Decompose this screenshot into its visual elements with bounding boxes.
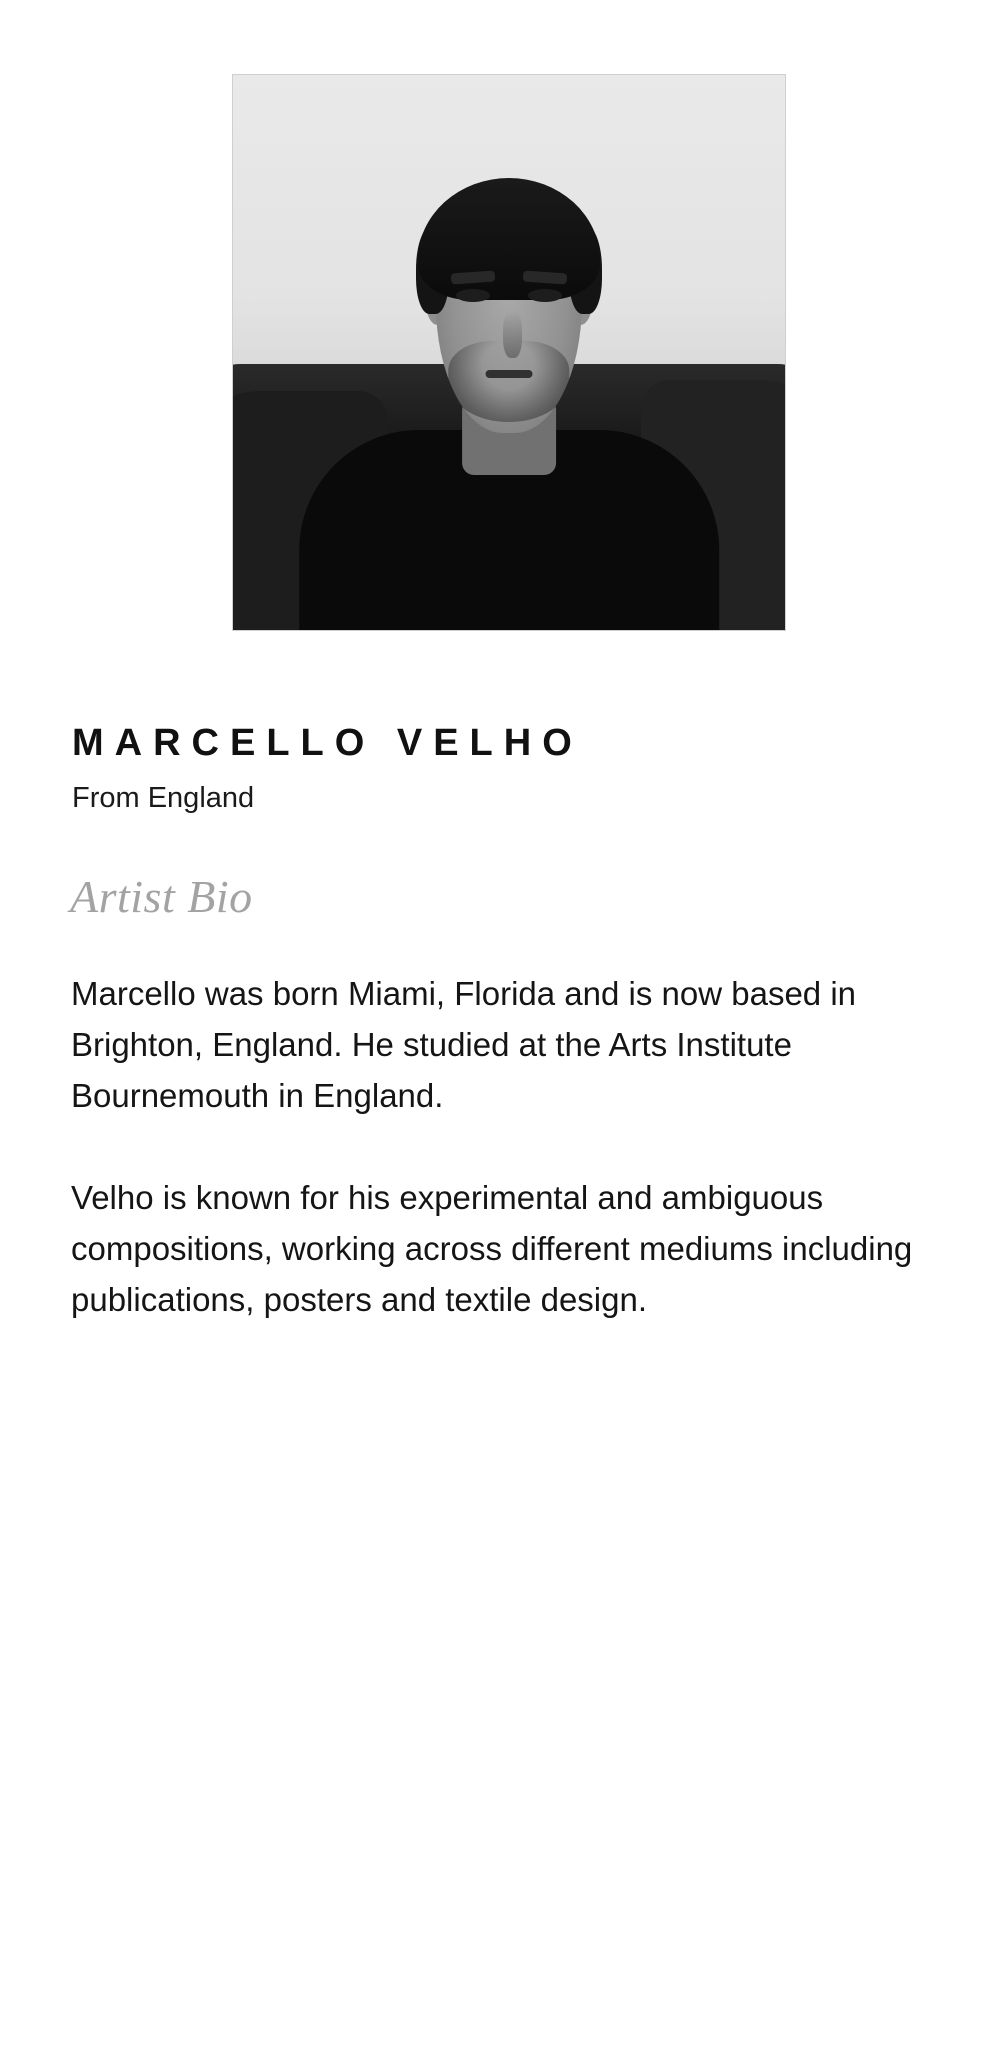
- bio-paragraph: Velho is known for his experimental and ambiguous compositions, working across different mediums including publications, posters and textile design.: [71, 1179, 913, 1318]
- photo-mouth: [486, 370, 533, 378]
- photo-eye-right: [528, 289, 562, 302]
- artist-origin: From England: [72, 782, 255, 814]
- photo-eye-left: [456, 289, 490, 302]
- artist-name: MARCELLO VELHO: [72, 722, 583, 764]
- artist-bio-text: [71, 968, 916, 1325]
- portrait-photo: [232, 74, 786, 631]
- artist-portrait: [232, 74, 786, 631]
- bio-paragraph: Marcello was born Miami, Florida and is now based in Brighton, England. He studied at the Arts Institute Bournemouth in England.: [71, 975, 857, 1114]
- section-title-artist-bio: Artist Bio: [70, 871, 253, 922]
